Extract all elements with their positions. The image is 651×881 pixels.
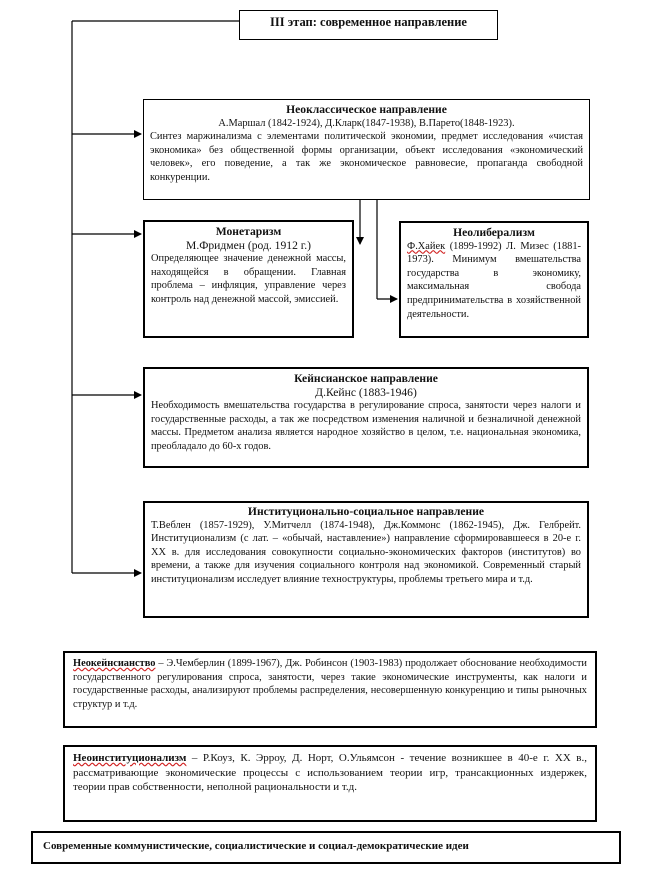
neoliberalism-title: Неолиберализм	[453, 226, 535, 239]
neoliberalism-body	[407, 240, 581, 322]
neokeynesianism-box	[63, 651, 597, 728]
monetarism-title: Монетаризм	[215, 225, 282, 238]
institutional-title: Институционально-социальное направление	[247, 505, 485, 518]
keynes-title: Кейнсианское направление	[294, 372, 438, 385]
keynes-box	[143, 367, 589, 468]
neoliberalism-author-name: Ф.Хайек	[407, 240, 446, 252]
keynes-text: Необходимость вмешательства государства в регулирование спроса, занятости через налоги и государственные расходы, а так же посредством изменения наличной и безналичной денежной массы. Предметом анализа является народное хозяйство в целом, т.е. национальная экономика, преобладало до 60-х годов.	[151, 400, 581, 452]
keynes-author: Д.Кейнс (1883-1946)	[315, 385, 417, 399]
neokeynesianism-term: Неокейнсианство	[73, 658, 156, 669]
neoinstitutionalism-term: Неоинституционализм	[73, 752, 187, 764]
stage-title-box	[239, 10, 498, 40]
modern-ideas-box	[31, 831, 621, 864]
neoliberalism-author-rest: (1899-1992) Л. Мизес (1881-1973).	[407, 240, 581, 266]
neoclassic-box	[143, 99, 590, 200]
neoclassic-title: Неоклассическое направление	[286, 103, 447, 116]
monetarism-author: М.Фридмен (род. 1912 г.)	[186, 238, 311, 252]
neoclassic-text: Синтез маржинализма с элементами политической экономии, предмет исследования «чистая экономика» без общественной формы организации, объект исследования «экономический человек», его поведение, а так же экономическое равновесие, пропаганда свободной конкуренции.	[150, 131, 583, 183]
monetarism-box	[143, 220, 354, 338]
institutional-box	[143, 501, 589, 618]
neoliberalism-box	[399, 221, 589, 338]
modern-ideas-text: Современные коммунистические, социалистические и социал-демократические идеи	[43, 840, 469, 852]
neoinstitutionalism-box	[63, 745, 597, 822]
institutional-text: Т.Веблен (1857-1929), У.Митчелл (1874-1948), Дж.Коммонс (1862-1945), Дж. Гелбрейт. Институционализм (с лат. – «обычай, наставление») направление сформировавшееся в 20-е г. XX в. для исследования совокупности социально-экономических факторов (институтов) во времени, а также для изучения социального контроля над экономикой. Современный старый институционализм исследует влияние техноструктуры, проблемы третьего мира и т.д.	[151, 519, 581, 585]
stage-title: III этап: современное направление	[270, 15, 467, 29]
neokeynesianism-text: – Э.Чемберлин (1899-1967), Дж. Робинсон (1903-1983) продолжает обоснование необходимости государственного регулирования спроса, занятости, через такие экономические инструменты, как налоги и государственные расходы, анализируют проблемы распределения, несовершенную конкуренцию и типы рыночных структур и т.д.	[73, 658, 587, 710]
neoinstitutionalism-text: – Р.Коуз, К. Эрроу, Д. Норт, О.Ульямсон - течение возникшее в 40-е г. XX в., рассматривающие экономические процессы с использованием теории игр, трансакционных издержек, теории прав собственности, неполной рациональности и т.д.	[73, 752, 587, 793]
monetarism-text: Определяющее значение денежной массы, находящейся в обращении. Главная проблема – инфляция, управление через контроль над денежной массой, эмиссией.	[151, 253, 346, 305]
neoliberalism-text: Минимум вмешательства государства в экономику, максимальная свобода предпринимательства в хозяйственной деятельности.	[407, 254, 581, 320]
neoclassic-authors: А.Маршал (1842-1924), Д.Кларк(1847-1938), В.Парето(1848-1923).	[218, 117, 515, 129]
